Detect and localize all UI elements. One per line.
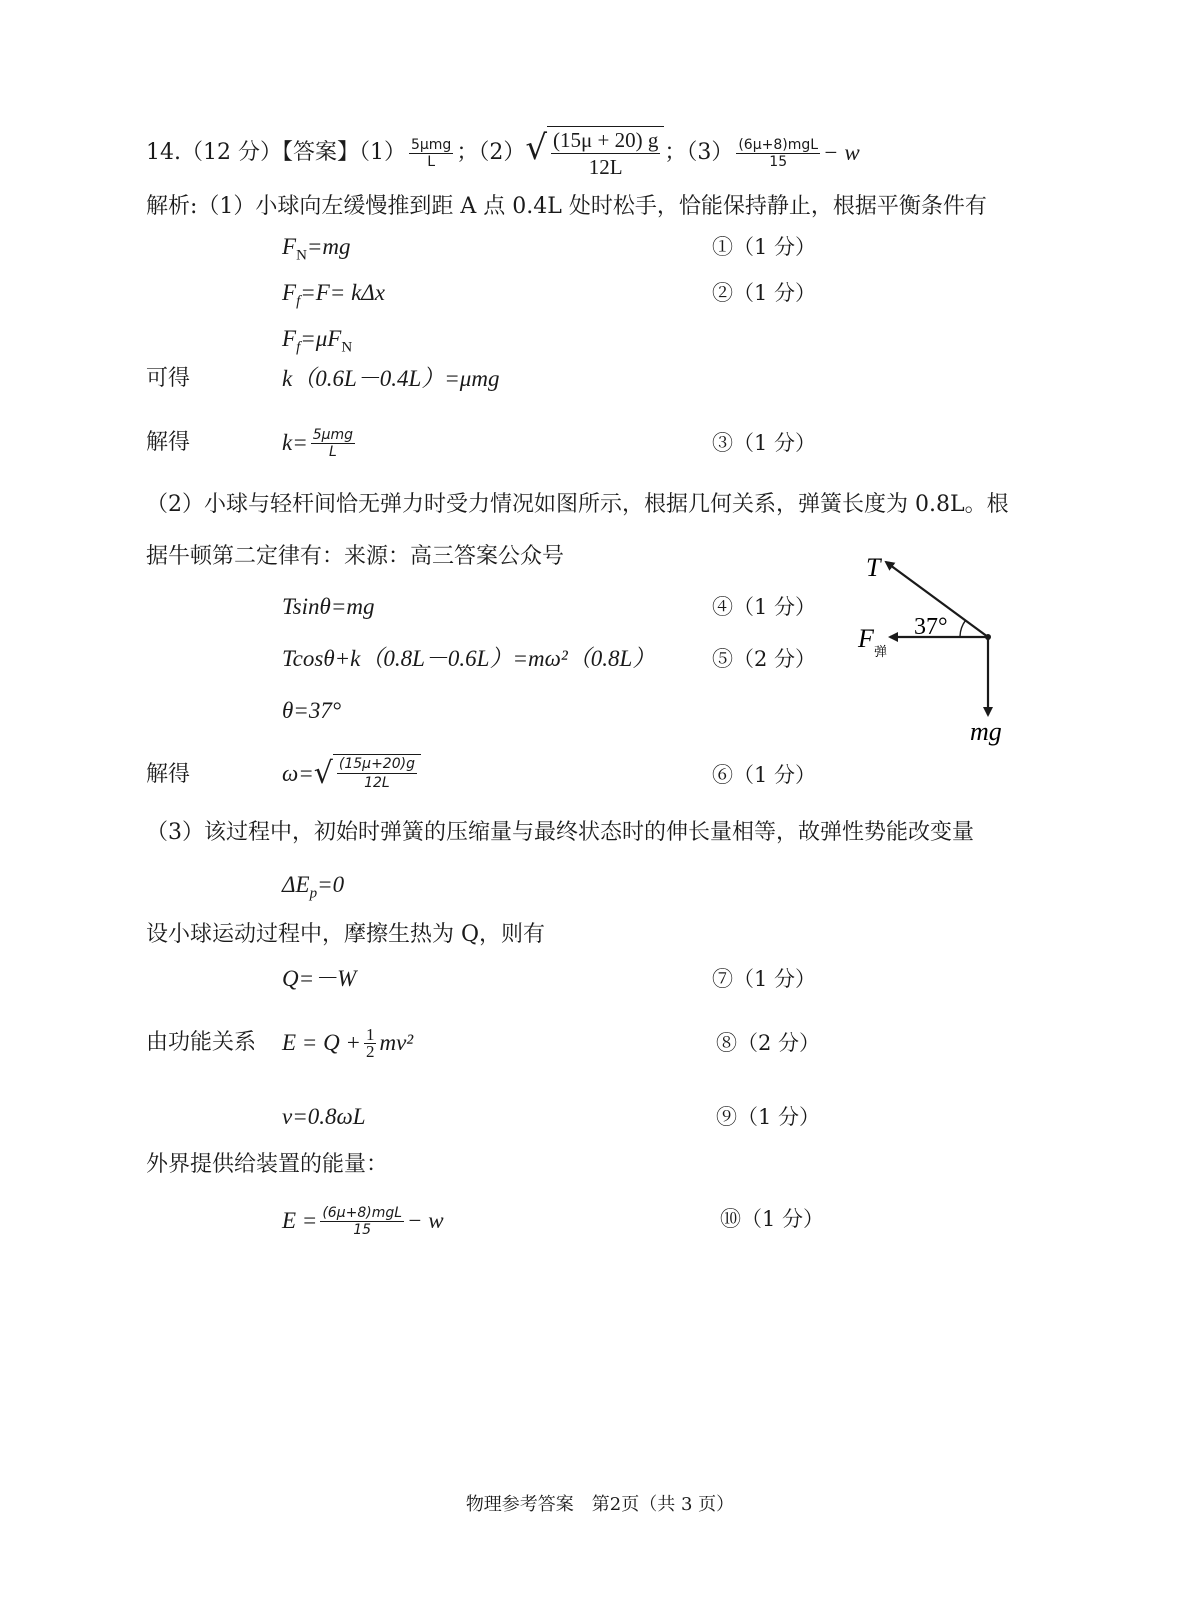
ball-point (985, 634, 991, 640)
label-F-sub: 弹 (874, 644, 888, 659)
question-label: 14.（12 分）【答案】（1） (146, 140, 406, 165)
part2-intro: （2）小球与轻杆间恰无弹力时受力情况如图所示，根据几何关系，弹簧长度为 0.8L。根 (146, 492, 1009, 517)
score-2: ②（1 分） (712, 281, 817, 305)
omega-denominator: 12L (364, 775, 390, 791)
part3-eq8 (282, 1016, 413, 1070)
eq2-rest: =F= kΔx (300, 280, 385, 305)
score-10: ⑩（1 分） (720, 1207, 825, 1231)
jiede-label-2: 解得 (146, 762, 191, 787)
answer-3-denominator: 15 (769, 153, 788, 170)
eq10-fraction (320, 1205, 404, 1238)
eq1-symbol: F (282, 234, 297, 259)
part1-eq1 (282, 232, 351, 271)
angle-arc (960, 620, 966, 637)
sqrt-sign-icon: √ (525, 128, 547, 168)
label-angle: 37° (914, 614, 948, 640)
ep-sub: p (309, 885, 318, 902)
score-8: ⑧（2 分） (716, 1031, 821, 1055)
answer-2-separator: ；（2） (456, 140, 526, 165)
eq3-sub2: N (341, 339, 353, 356)
part2-eq4: Tsinθ=mg (282, 594, 375, 619)
label-T: T (866, 553, 881, 582)
score-5: ⑤（2 分） (712, 647, 817, 671)
answer-3-numerator: (6μ+8)mgL (738, 136, 819, 153)
answer-1-numerator: 5μmg (410, 136, 452, 153)
part3-intro: （3）该过程中，初始时弹簧的压缩量与最终状态时的伸长量相等，故弹性势能改变量 (146, 820, 974, 845)
k-denominator: L (329, 443, 337, 460)
score-4: ④（1 分） (712, 595, 817, 619)
score-9: ⑨（1 分） (716, 1105, 821, 1129)
part3-eq7: Q=－W (282, 966, 357, 991)
eq8-denominator: 2 (365, 1041, 375, 1061)
answer-2-fraction (547, 126, 664, 180)
jiede-label-1: 解得 (146, 430, 191, 455)
answer-1-denominator: L (427, 153, 436, 170)
eq8-numerator: 1 (365, 1024, 375, 1044)
k-fraction (311, 427, 355, 460)
eq1-sub: N (296, 247, 307, 264)
eq10-tail: − w (407, 1208, 444, 1233)
sqrt-sign-icon: √ (313, 756, 333, 791)
omega-fraction (333, 754, 421, 794)
score-3: ③（1 分） (712, 431, 817, 455)
answer-1-fraction (409, 137, 453, 170)
part1-eq3 (282, 324, 352, 363)
k-lhs: k= (282, 430, 308, 455)
eq3-symbol: F (282, 326, 297, 351)
omega-result (282, 746, 421, 802)
score-7: ⑦（1 分） (712, 967, 817, 991)
answer-line (146, 128, 860, 178)
eq10-numerator: (6μ+8)mgL (322, 1204, 403, 1221)
eq10-lhs: E = (282, 1208, 318, 1233)
part2-intro2: 据牛顿第二定律有：来源：高三答案公众号 (146, 544, 565, 569)
label-mg: mg (970, 717, 1002, 746)
part2-theta: θ=37° (282, 698, 342, 723)
part3-eq9: v=0.8ωL (282, 1104, 366, 1129)
label-F: F (858, 624, 874, 653)
part1-eq2 (282, 278, 385, 317)
eq2-symbol: F (282, 280, 297, 305)
k-result (282, 418, 358, 468)
part3-ep (282, 870, 344, 909)
part2-eq5: Tcosθ+k（0.8L－0.6L）=mω²（0.8L） (282, 646, 656, 671)
energy-label: 由功能关系 (146, 1030, 257, 1055)
part3-eq10 (282, 1196, 444, 1246)
answer-3-fraction (736, 137, 820, 170)
q-intro: 设小球运动过程中，摩擦生热为 Q，则有 (146, 922, 546, 947)
omega-lhs: ω= (282, 761, 314, 786)
eq10-denominator: 15 (353, 1221, 372, 1238)
answer-2-denominator: 12L (588, 155, 623, 179)
kede-equation: k（0.6L－0.4L）=μmg (282, 366, 500, 391)
eq3-rest: =μF (300, 326, 342, 351)
score-1: ①（1 分） (712, 235, 817, 259)
ep-rest: =0 (317, 872, 345, 897)
k-numerator: 5μmg (312, 426, 354, 443)
answer-2-numerator: (15μ + 20) g (553, 128, 659, 152)
page-footer: 物理参考答案 第2页（共 3 页） (465, 1494, 735, 1515)
part1-intro: 解析:（1）小球向左缓慢推到距 A 点 0.4L 处时松手，恰能保持静止，根据平衡条件有 (146, 194, 987, 219)
force-diagram (848, 550, 1048, 750)
eq1-rest: =mg (306, 234, 351, 259)
omega-numerator: (15μ+20)g (338, 756, 415, 772)
answer-3-tail: − w (823, 140, 860, 165)
score-6: ⑥（1 分） (712, 763, 817, 787)
eq8-lhs: E = Q + (282, 1030, 361, 1055)
answer-2-sqrt (525, 126, 664, 180)
kede-label: 可得 (146, 366, 191, 391)
answer-3-separator: ；（3） (664, 140, 734, 165)
ext-label: 外界提供给装置的能量： (146, 1152, 389, 1177)
eq2-sub: f (296, 293, 301, 310)
omega-sqrt (314, 754, 421, 794)
eq8-fraction (364, 1024, 377, 1061)
eq3-sub: f (296, 339, 301, 356)
ep-symbol: ΔE (282, 872, 310, 897)
eq8-rest: mv² (379, 1030, 414, 1055)
